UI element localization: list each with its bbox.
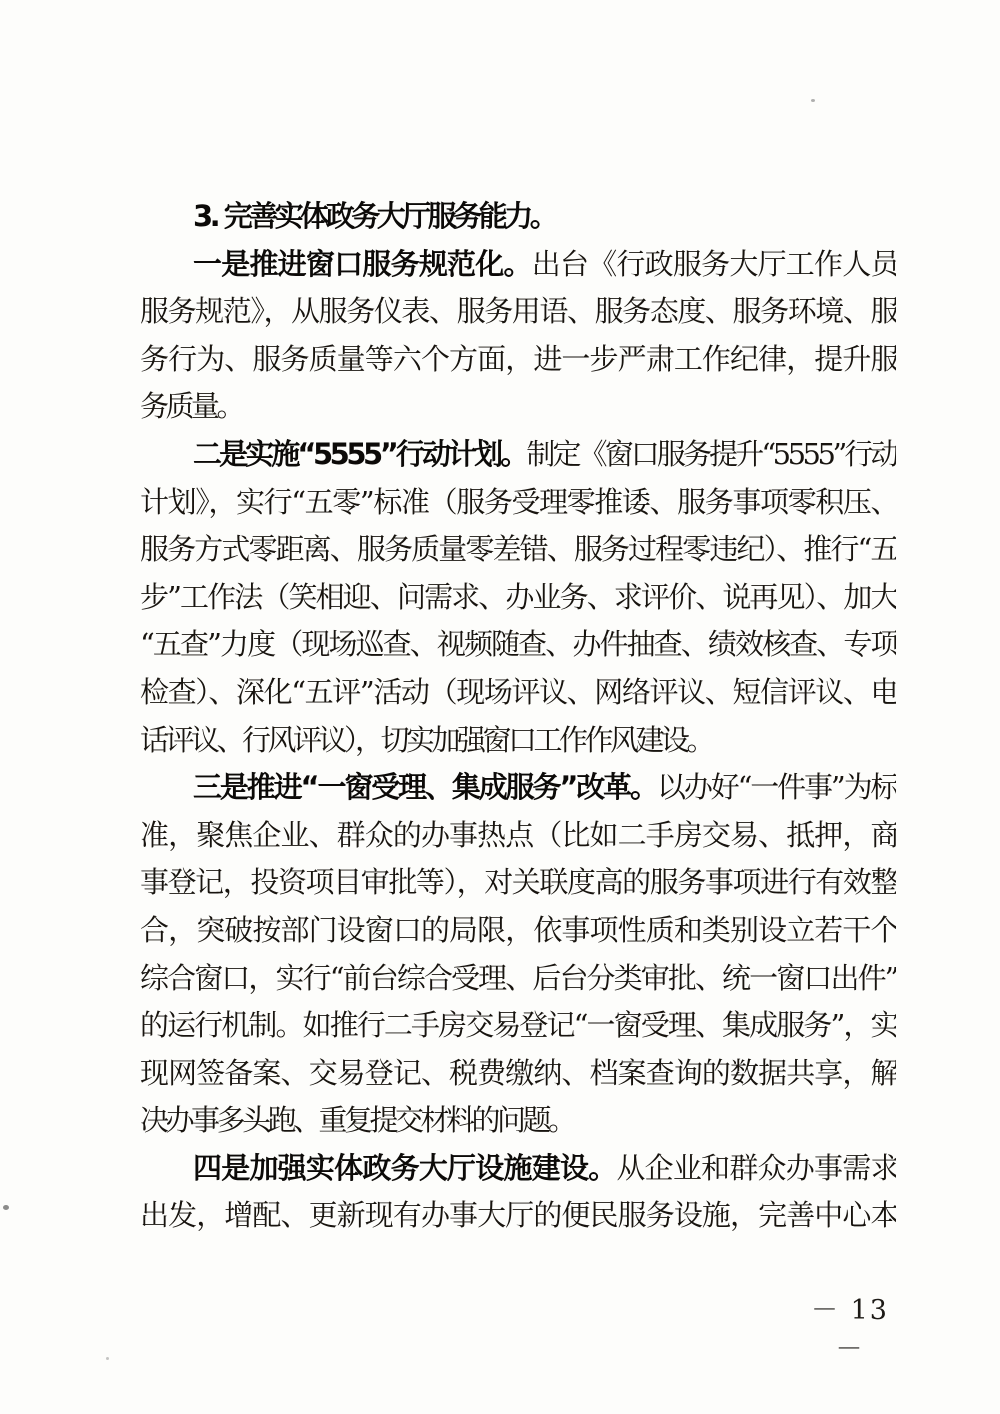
scan-speck [3,1205,9,1210]
lead-in-bold: 三是推进“一窗受理、集成服务”改革。 [193,770,657,805]
line-text: 步”工作法（笑相迎、问需求、办业务、求评价、说再见）、加大 [140,579,896,614]
line-text: 服务规范》，从服务仪表、服务用语、服务态度、服务环境、服 [140,294,896,329]
document-line [140,1145,896,1193]
document-line [140,241,896,289]
line-text: 的运行机制。如推行二手房交易登记“一窗受理、集成服务”，实 [140,1008,896,1043]
document-line [140,955,896,1003]
document-line [140,1050,896,1098]
line-text: 计划》，实行“五零”标准（服务受理零推诿、服务事项零积压、 [140,484,896,519]
line-text: 话评议、行风评议），切实加强窗口工作作风建设。 [140,722,713,757]
line-text: 事登记，投资项目审批等），对关联度高的服务事项进行有效整 [140,865,896,900]
line-text: 务质量。 [140,389,243,424]
document-line [140,479,896,527]
page-number: － 13 － [811,1295,889,1365]
line-text: 准，聚焦企业、群众的办事热点（比如二手房交易、抵押，商 [140,817,896,852]
line-text: 从企业和群众办事需求 [616,1150,896,1185]
document-line [140,1192,896,1240]
document-line [140,336,896,384]
line-text: “五查”力度（现场巡查、视频随查、办件抽查、绩效核查、专项 [140,627,896,662]
document-line [140,669,896,717]
document-line [140,812,896,860]
document-line [140,764,896,812]
line-text: 服务方式零距离、服务质量零差错、服务过程零违纪）、推行“五 [140,532,896,567]
document-body [140,193,896,1240]
lead-in-bold: 一是推进窗口服务规范化。 [193,246,532,281]
line-text: 以办好“一件事”为标 [656,770,896,805]
document-line [140,717,896,765]
line-text: 制定《窗口服务提升“5555”行动 [526,436,896,471]
document-line [140,574,896,622]
line-text: 检查）、深化“五评”活动（现场评议、网络评议、短信评议、电 [140,674,896,709]
document-line [140,431,896,479]
document-line [140,621,896,669]
document-line [140,1002,896,1050]
line-text: 务行为、服务质量等六个方面，进一步严肃工作纪律，提升服 [140,341,896,376]
lead-in-bold: 四是加强实体政务大厅设施建设。 [193,1150,617,1185]
document-line [140,526,896,574]
line-text: 出台《行政服务大厅工作人员 [531,246,896,281]
document-line [140,1097,896,1145]
line-text: 合，突破按部门设窗口的局限，依事项性质和类别设立若干个 [140,912,896,947]
section-heading [140,193,896,241]
line-text: 决办事多头跑、重复提交材料的问题。 [140,1103,574,1138]
heading-text: 3. 完善实体政务大厅服务能力。 [193,199,556,233]
line-text: 现网签备案、交易登记、税费缴纳、档案查询的数据共享，解 [140,1055,896,1090]
line-text: 出发，增配、更新现有办事大厅的便民服务设施，完善中心本 [140,1198,896,1233]
document-line [140,859,896,907]
document-line [140,288,896,336]
document-line [140,907,896,955]
line-text: 综合窗口，实行“前台综合受理、后台分类审批、统一窗口出件” [140,960,896,995]
lead-in-bold: 二是实施“5555”行动计划。 [193,436,527,471]
document-line [140,383,896,431]
scan-speck [811,99,815,102]
scan-speck [106,1357,109,1360]
